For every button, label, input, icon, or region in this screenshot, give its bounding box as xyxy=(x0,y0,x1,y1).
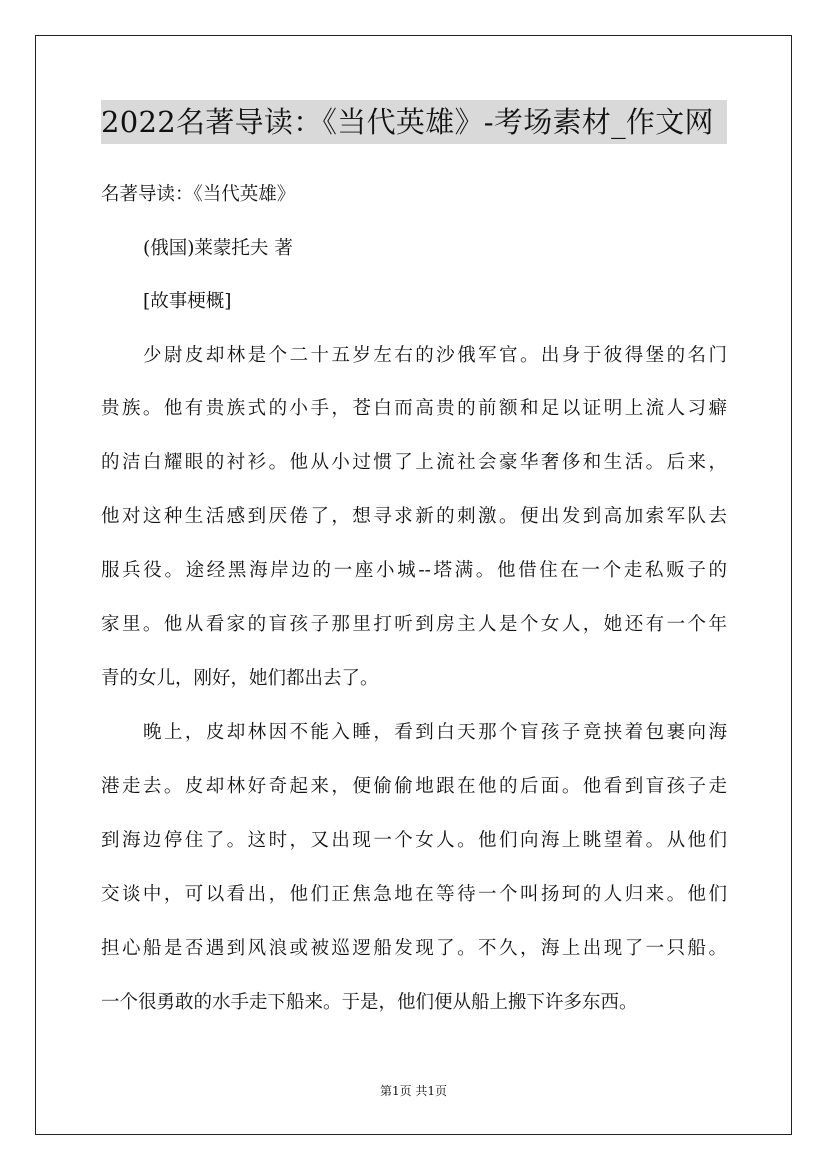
paragraph-2-line-6: 一个很勇敢的水手走下船来。于是，他们便从船上搬下许多东西。 xyxy=(101,992,638,1013)
paragraph-2-line-1: 晚上，皮却林因不能入睡，看到白天那个盲孩子竟挟着包裹向海 xyxy=(143,722,727,743)
book-heading: 名著导读：《当代英雄》 xyxy=(101,184,296,205)
paragraph-1-line-7: 青的女儿，刚好，她们都出去了。 xyxy=(101,668,379,689)
section-heading: [故事梗概] xyxy=(143,291,232,312)
paragraph-1-line-6: 家里。他从看家的盲孩子那里打听到房主人是个女人，她还有一个年 xyxy=(101,614,727,635)
author-line: (俄国)莱蒙托夫 著 xyxy=(143,238,293,259)
paragraph-2-line-4: 交谈中，可以看出，他们正焦急地在等待一个叫扬珂的人归来。他们 xyxy=(101,884,727,905)
paragraph-1-line-4: 他对这种生活感到厌倦了，想寻求新的刺激。便出发到高加索军队去 xyxy=(101,506,727,527)
document-title: 2022名著导读：《当代英雄》-考场素材_作文网 xyxy=(101,100,727,144)
paragraph-2-line-5: 担心船是否遇到风浪或被巡逻船发现了。不久，海上出现了一只船。 xyxy=(101,938,727,959)
paragraph-1-line-5: 服兵役。途经黑海岸边的一座小城--塔满。他借住在一个走私贩子的 xyxy=(101,560,727,581)
paragraph-1-line-1: 少尉皮却林是个二十五岁左右的沙俄军官。出身于彼得堡的名门 xyxy=(143,345,727,366)
paragraph-2-line-2: 港走去。皮却林好奇起来，便偷偷地跟在他的后面。他看到盲孩子走 xyxy=(101,776,727,797)
paragraph-2-line-3: 到海边停住了。这时，又出现一个女人。他们向海上眺望着。从他们 xyxy=(101,830,727,851)
page-number: 第1页 共1页 xyxy=(379,1084,448,1098)
paragraph-1-line-3: 的洁白耀眼的衬衫。他从小过惯了上流社会豪华奢侈和生活。后来， xyxy=(101,452,727,473)
paragraph-1-line-2: 贵族。他有贵族式的小手，苍白而高贵的前额和足以证明上流人习癖 xyxy=(101,398,727,419)
